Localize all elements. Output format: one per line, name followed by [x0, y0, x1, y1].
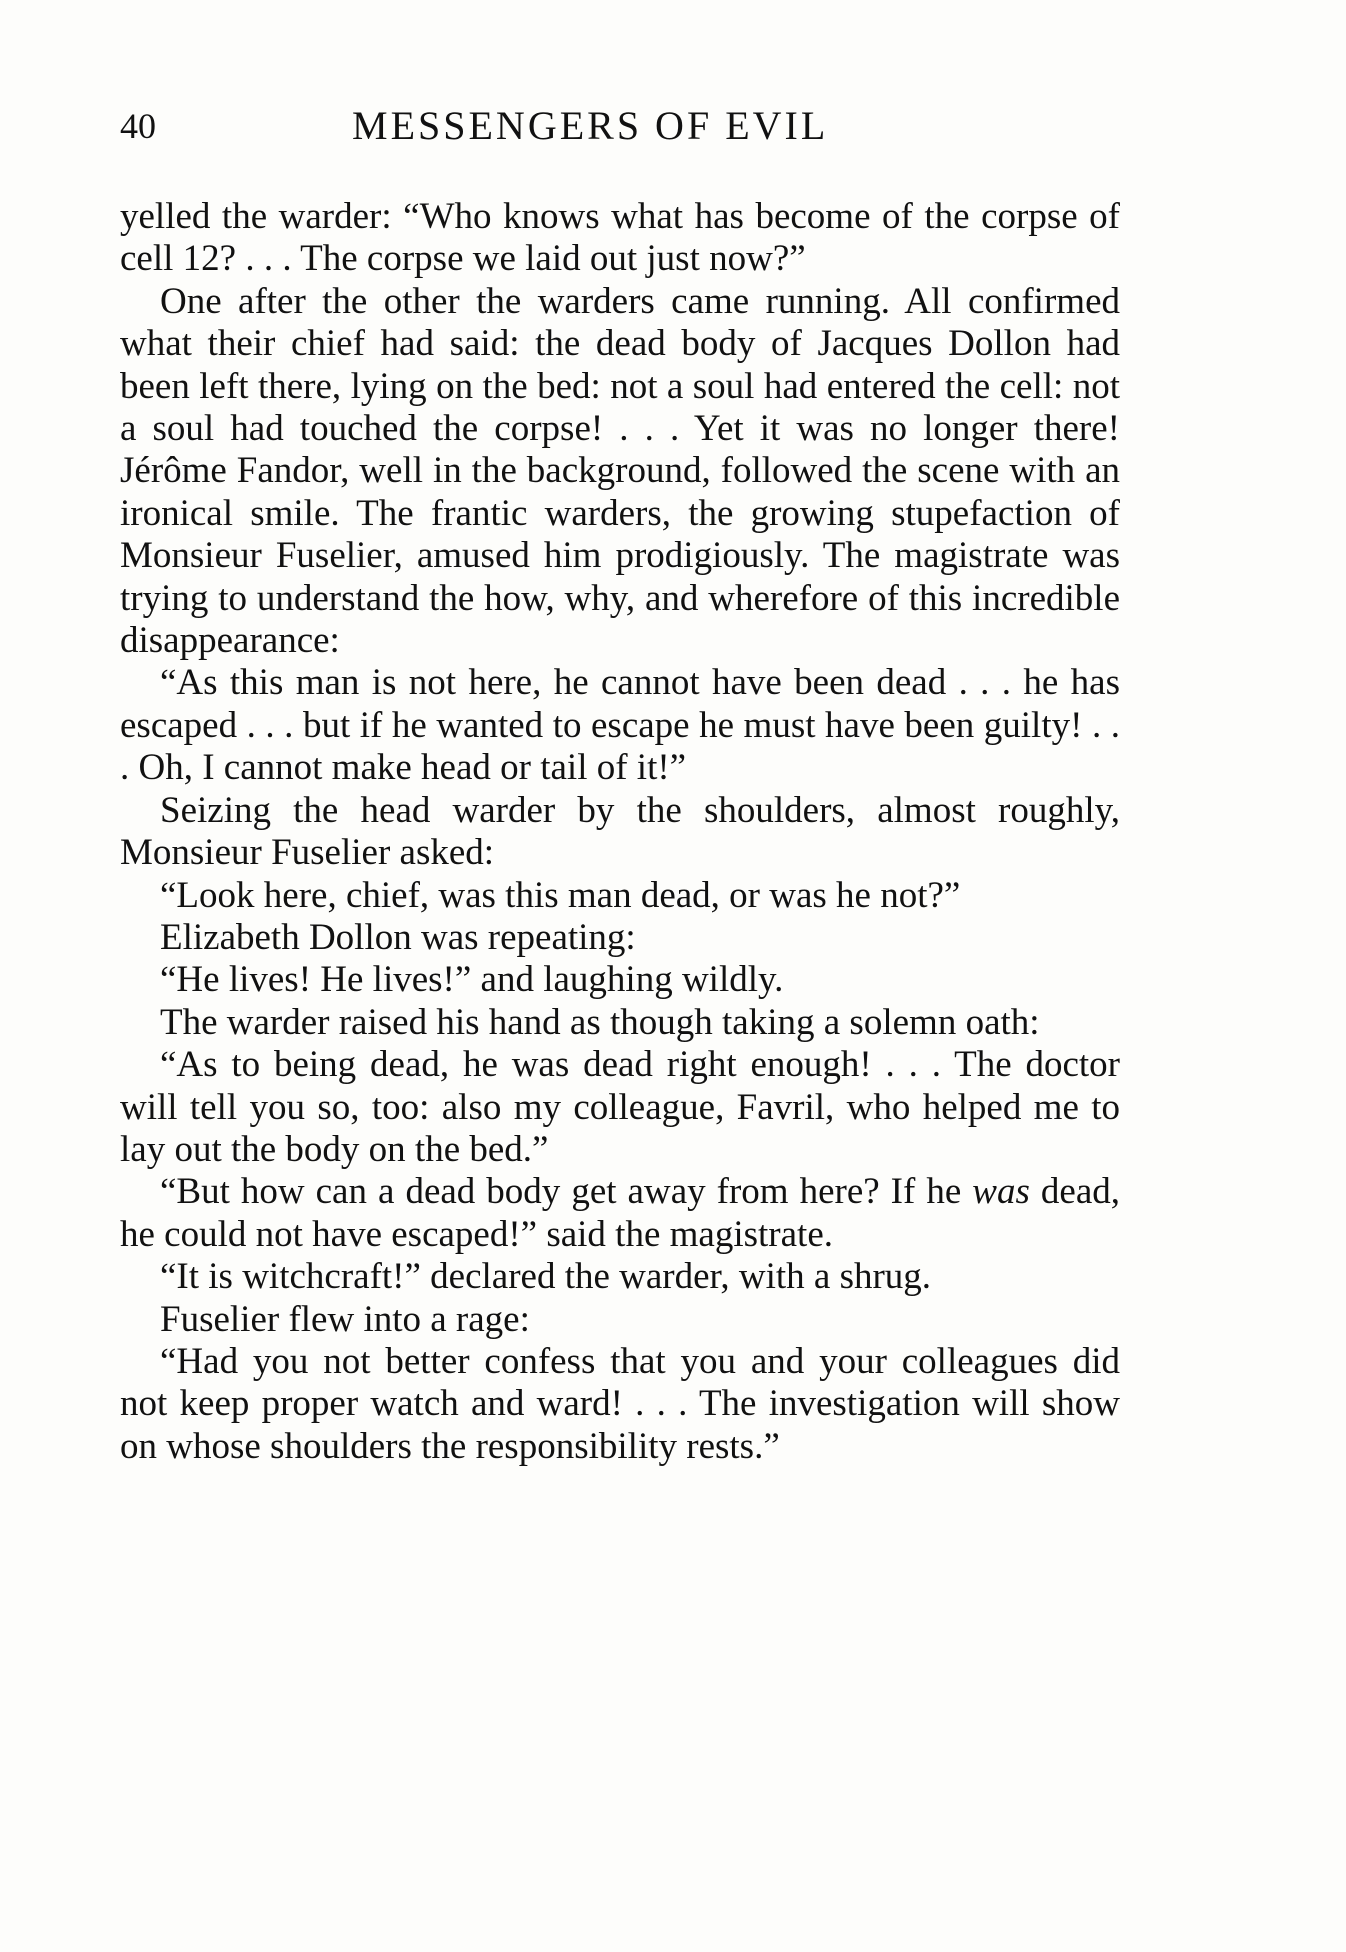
paragraph: Fuselier flew into a rage: [160, 1298, 530, 1340]
paragraph: One after the other the warders came running. All confirmed what their chief had said: the dead body of Jacques Dollon had been left there, lying on the bed: not a soul had entered the cell: not a soul had touched the corpse! . . . Yet it was no longer there! Jérôme Fandor, well in the background, followed the scene with an ironical smile. The frantic warders, the growing stupefaction of Monsieur Fuselier, amused him prodigiously. The magistrate was trying to understand the how, why, and wherefore of this incredible disappearance: [120, 280, 1120, 662]
paragraph: “As this man is not here, he cannot have been dead . . . he has escaped . . . but if he wanted to escape he must have been guilty! . . . Oh, I cannot make head or tail of it!” [120, 662, 1120, 789]
paragraph: The warder raised his hand as though taking a solemn oath: [160, 1001, 1040, 1043]
page-number: 40 [120, 106, 156, 146]
paragraph-continued: yelled the warder: “Who knows what has become of the corpse of cell 12? . . . The corpse we laid out just now?” [120, 196, 1120, 280]
text-run: dead, he could not have escaped!” said the magistrate. [120, 1171, 1120, 1255]
paragraph: “He lives! He lives!” and laughing wildly. [160, 959, 784, 1001]
paragraph: “Had you not better confess that you and your colleagues did not keep proper watch and ward! . . . The investigation will show on whose shoulders the responsibility rests.” [120, 1340, 1120, 1467]
paragraph: Elizabeth Dollon was repeating: [160, 916, 636, 958]
paragraph: “It is witchcraft!” declared the warder, with a shrug. [160, 1256, 932, 1298]
paragraph: “Look here, chief, was this man dead, or was he not?” [160, 874, 961, 916]
paragraph: Seizing the head warder by the shoulders, almost roughly, Monsieur Fuselier asked: [120, 789, 1120, 874]
running-title: MESSENGERS OF EVIL [352, 103, 829, 148]
body-text [120, 196, 1120, 1468]
running-head [120, 100, 1120, 152]
paragraph: “As to being dead, he was dead right enough! . . . The doctor will tell you so, too: also my colleague, Favril, who helped me to lay out the body on the bed.” [120, 1044, 1120, 1170]
italic-word: was [972, 1171, 1030, 1213]
text-run: “But how can a dead body get away from here? If he [160, 1171, 973, 1213]
paragraph-with-italic [120, 1171, 1120, 1256]
